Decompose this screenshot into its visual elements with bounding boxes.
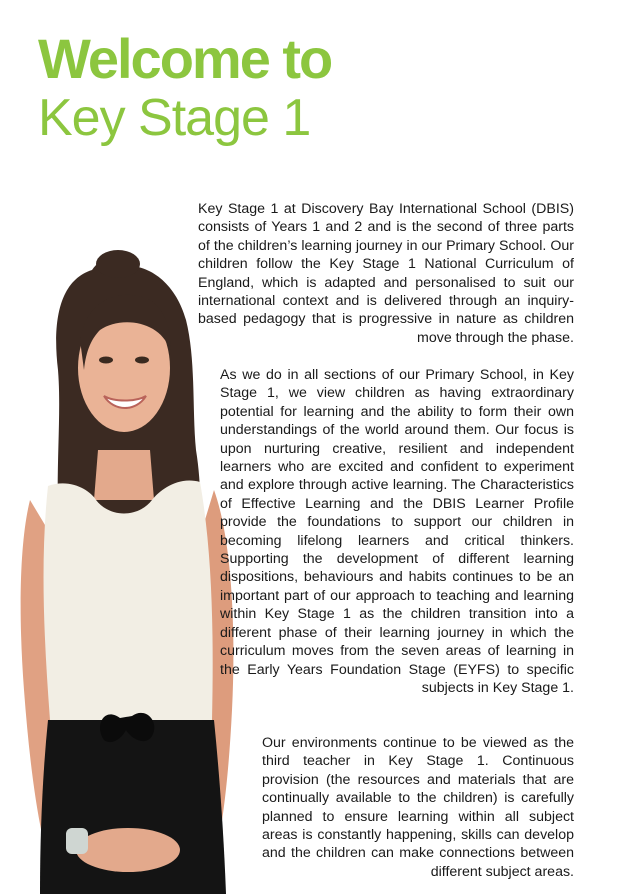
title-line-welcome: Welcome to xyxy=(38,27,332,90)
title-line-key-stage: Key Stage 1 xyxy=(38,89,311,147)
page-title xyxy=(38,27,332,148)
intro-paragraph: Key Stage 1 at Discovery Bay International School (DBIS) consists of Years 1 and 2 and is the second of three parts of the children’s learning journey in our Primary School. Our children follow the Key Stage 1 National Curriculum of England, which is adapted and personalised to suit our international context and is delivered through an inquiry-based pedagogy that is progressive in nature as children move through the phase. xyxy=(198,201,574,346)
approach-paragraph: As we do in all sections of our Primary School, in Key Stage 1, we view children as having extraordinary potential for learning and the ability to form their own understandings of the world around them. Our focus is upon nurturing creative, resilient and independent learners who are excited and confident to experiment and explore through active learning. The Characteristics of Effective Learning and the DBIS Learner Profile provide the foundations to support our children in becoming lifelong learners and critical thinkers. Supporting the development of different learning dispositions, behaviours and habits continues to be an important part of our approach to teaching and learning within Key Stage 1 as the children transition into a different phase of their learning journey in which the curriculum moves from the seven areas of learning in the Early Years Foundation Stage (EYFS) to specific subjects in Key Stage 1. xyxy=(220,367,574,696)
environment-paragraph: Our environments continue to be viewed as the third teacher in Key Stage 1. Continuous provision (the resources and materials that are continually available to the children) is carefully planned to ensure learning within all subject areas is constantly happening, skills can develop and the children can make connections between different subject areas. xyxy=(262,735,574,880)
